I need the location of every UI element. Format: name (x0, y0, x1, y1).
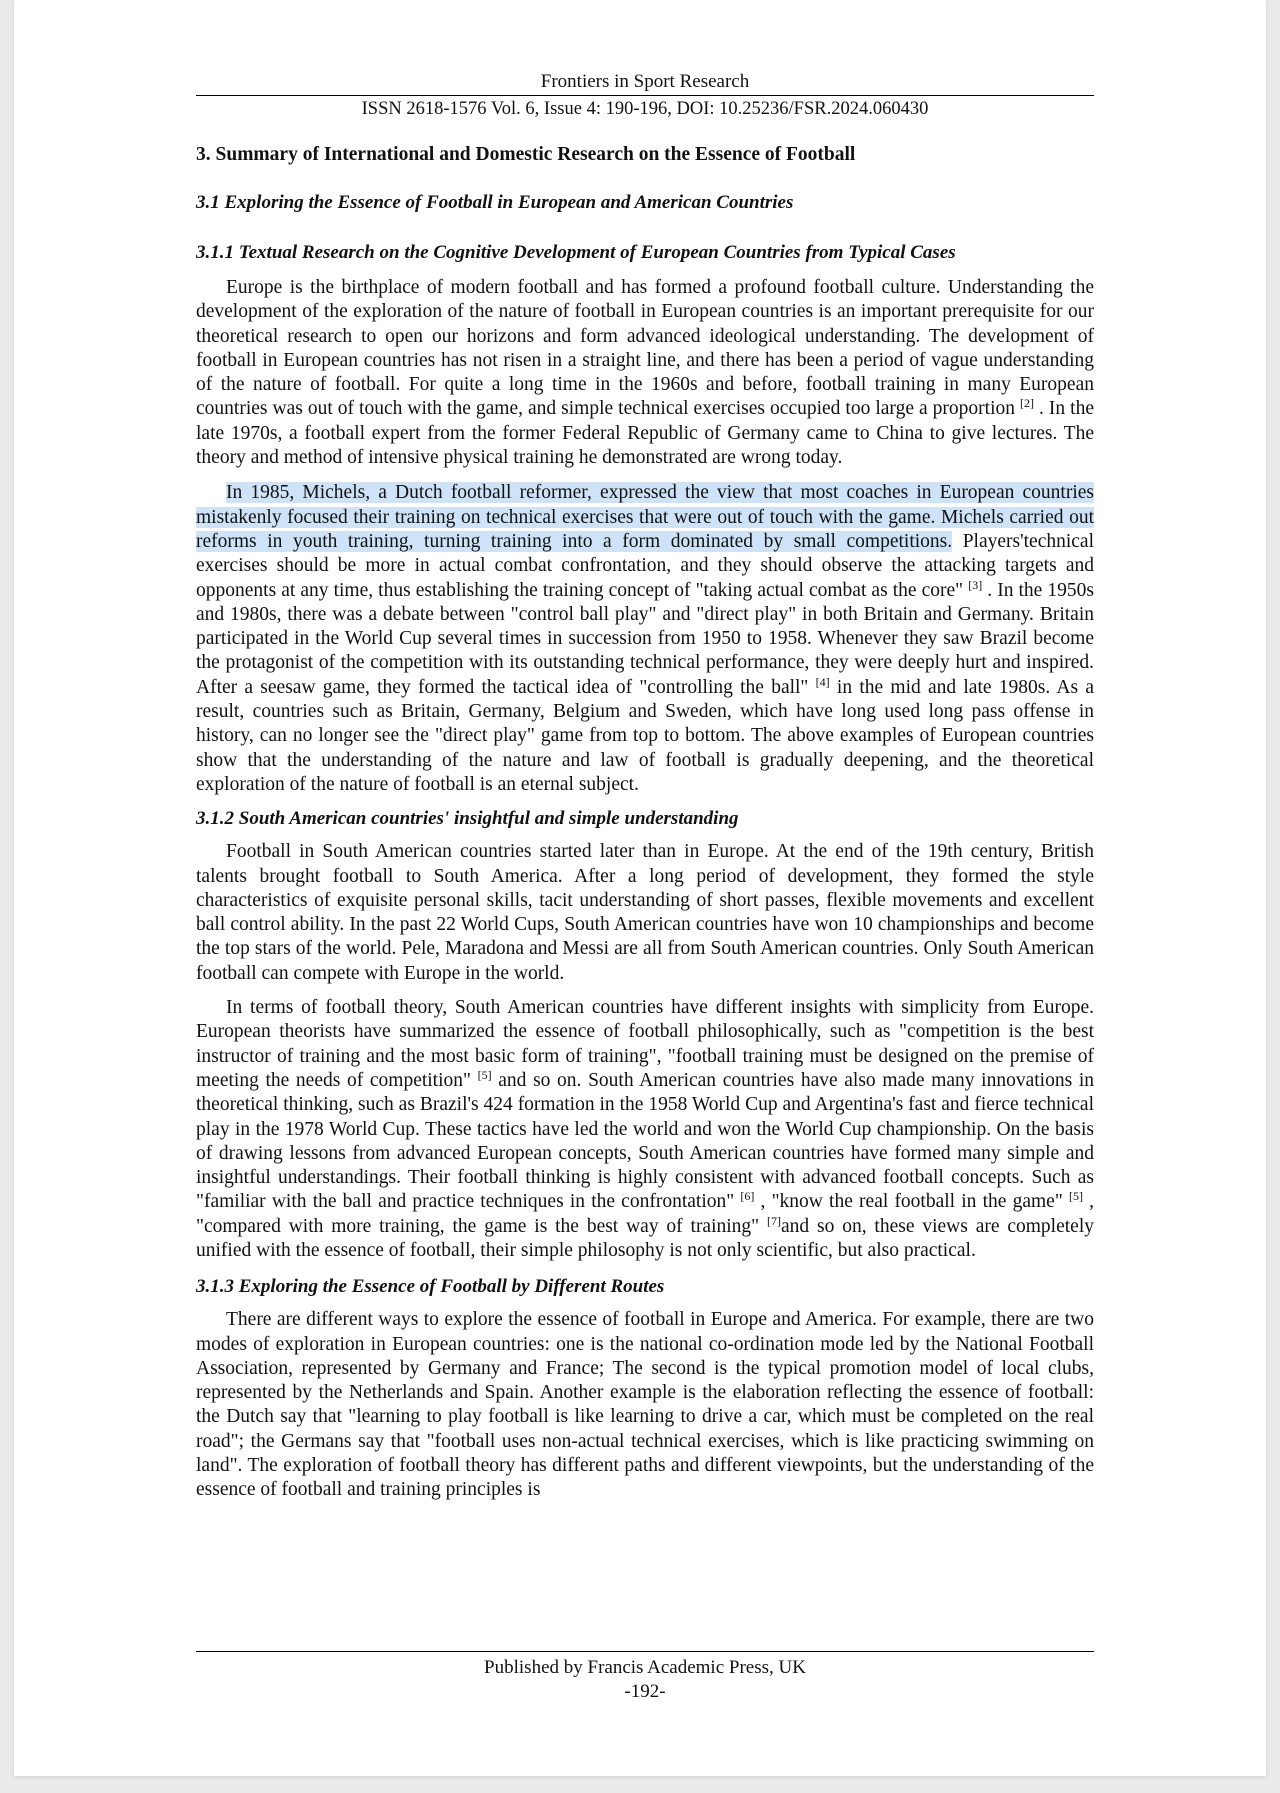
header-rule (196, 95, 1094, 96)
citation-ref: [2] (1020, 396, 1035, 411)
selected-text-highlight[interactable]: In 1985, Michels, a Dutch football reformer, expressed the view that most coaches in European countries mistakenly focused their training on technical exercises that were out of touch with the game. Michels carried out reforms in youth training, turning training into a form dominated by small competitions. (196, 482, 1094, 552)
footer-rule (196, 1651, 1094, 1652)
document-page (14, 0, 1266, 1776)
citation-ref: [7] (767, 1213, 781, 1228)
page-number: -192- (624, 1681, 666, 1702)
paragraph-michels-reform: In 1985, Michels, a Dutch football reformer, expressed the view that most coaches in European countries mistakenly focused their training on technical exercises that were out of touch with the game. Michels carried out reforms in youth training, turning training into a form dominated by small competitions. Players'technical exercises should be more in actual combat confrontation, and they should observe the attacking targets and opponents at any time, thus establishing the training concept of "taking actual combat as the core" [3] . In the 1950s and 1980s, there was a debate between "control ball play" and "direct play" in both Britain and Germany. Britain participated in the World Cup several times in succession from 1950 to 1958. Whenever they saw Brazil become the protagonist of the competition with its outstanding technical performance, they were deeply hurt and inspired. After a seesaw game, they formed the tactical idea of "controlling the ball" [4] in the mid and late 1980s. As a result, countries such as Britain, Germany, Belgium and Sweden, which have long used long pass offense in history, can no longer see the "direct play" game from top to bottom. The above examples of European countries show that the understanding of the nature and law of football is gradually deepening, and the theoretical exploration of the nature of football is an eternal subject. (196, 482, 1095, 795)
citation-ref: [3] (968, 577, 983, 592)
citation-ref: [6] (740, 1189, 755, 1204)
section-3-1-3-heading: 3.1.3 Exploring the Essence of Football by Different Routes (196, 1276, 665, 1298)
page-footer (196, 1651, 1094, 1704)
citation-ref: [5] (477, 1067, 492, 1082)
section-3-1-2-heading: 3.1.2 South American countries' insightful and simple understanding (196, 808, 739, 830)
journal-issn-line: ISSN 2618-1576 Vol. 6, Issue 4: 190-196, DOI: 10.25236/FSR.2024.060430 (361, 99, 929, 119)
publisher-line: Published by Francis Academic Press, UK (484, 1657, 806, 1678)
section-3-1-1-heading: 3.1.1 Textual Research on the Cognitive Development of European Countries from Typical Cases (196, 242, 956, 263)
paragraph-europe-birthplace: Europe is the birthplace of modern football and has formed a profound football culture. Understanding the development of the exploration of the nature of football in European countries is an important prerequisite for our theoretical research to open our horizons and form advanced ideological understanding. The development of football in European countries has not risen in a straight line, and there has been a period of vague understanding of the nature of football. For quite a long time in the 1960s and before, football training in many European countries was out of touch with the game, and simple technical exercises occupied too large a proportion [2] . In the late 1970s, a football expert from the former Federal Republic of Germany came to China to give lectures. The theory and method of intensive physical training he demonstrated are wrong today. (196, 277, 1094, 469)
paragraph-south-america-history: Football in South American countries started later than in Europe. At the end of the 19th century, British talents brought football to South America. After a long period of development, they formed the style characteristics of exquisite personal skills, tacit understanding of short passes, flexible movements and excellent ball control ability. In the past 22 World Cups, South American countries have won 10 championships and become the top stars of the world. Pele, Maradona and Messi are all from South American countries. Only South American football can compete with Europe in the world. (196, 841, 1094, 984)
page-content (196, 70, 1094, 1503)
paragraph-south-america-theory: In terms of football theory, South American countries have different insights with simplicity from Europe. European theorists have summarized the essence of football philosophically, such as "competition is the best instructor of training and the most basic form of training", "football training must be designed on the premise of meeting the needs of competition" [5] and so on. South American countries have also made many innovations in theoretical thinking, such as Brazil's 424 formation in the 1958 World Cup and Argentina's fast and fierce technical play in the 1978 World Cup. These tactics have led the world and won the World Cup championship. On the basis of drawing lessons from advanced European concepts, South American countries have formed many simple and insightful understandings. Their football thinking is highly consistent with advanced football concepts. Such as "familiar with the ball and practice techniques in the confrontation" [6] , "know the real football in the game" [5] , "compared with more training, the game is the best way of training" [7]and so on, these views are completely unified with the essence of football, their simple philosophy is not only scientific, but also practical. (196, 997, 1095, 1261)
citation-ref: [5] (1068, 1189, 1083, 1204)
section-3-1-heading: 3.1 Exploring the Essence of Football in European and American Countries (196, 192, 794, 213)
journal-title: Frontiers in Sport Research (540, 71, 750, 92)
paragraph-different-routes: There are different ways to explore the essence of football in Europe and America. For example, there are two modes of exploration in European countries: one is the national co-ordination mode led by the National Football Association, represented by Germany and France; The second is the typical promotion model of local clubs, represented by the Netherlands and Spain. Another example is the elaboration reflecting the essence of football: the Dutch say that "learning to play football is like learning to drive a car, which must be completed on the real road"; the Germans say that "football uses non-actual technical exercises, which is like practicing swimming on land". The exploration of football theory has different paths and different viewpoints, but the understanding of the essence of football and training principles is (196, 1309, 1094, 1501)
citation-ref: [4] (815, 674, 830, 689)
section-3-heading: 3. Summary of International and Domestic Research on the Essence of Football (196, 144, 856, 165)
